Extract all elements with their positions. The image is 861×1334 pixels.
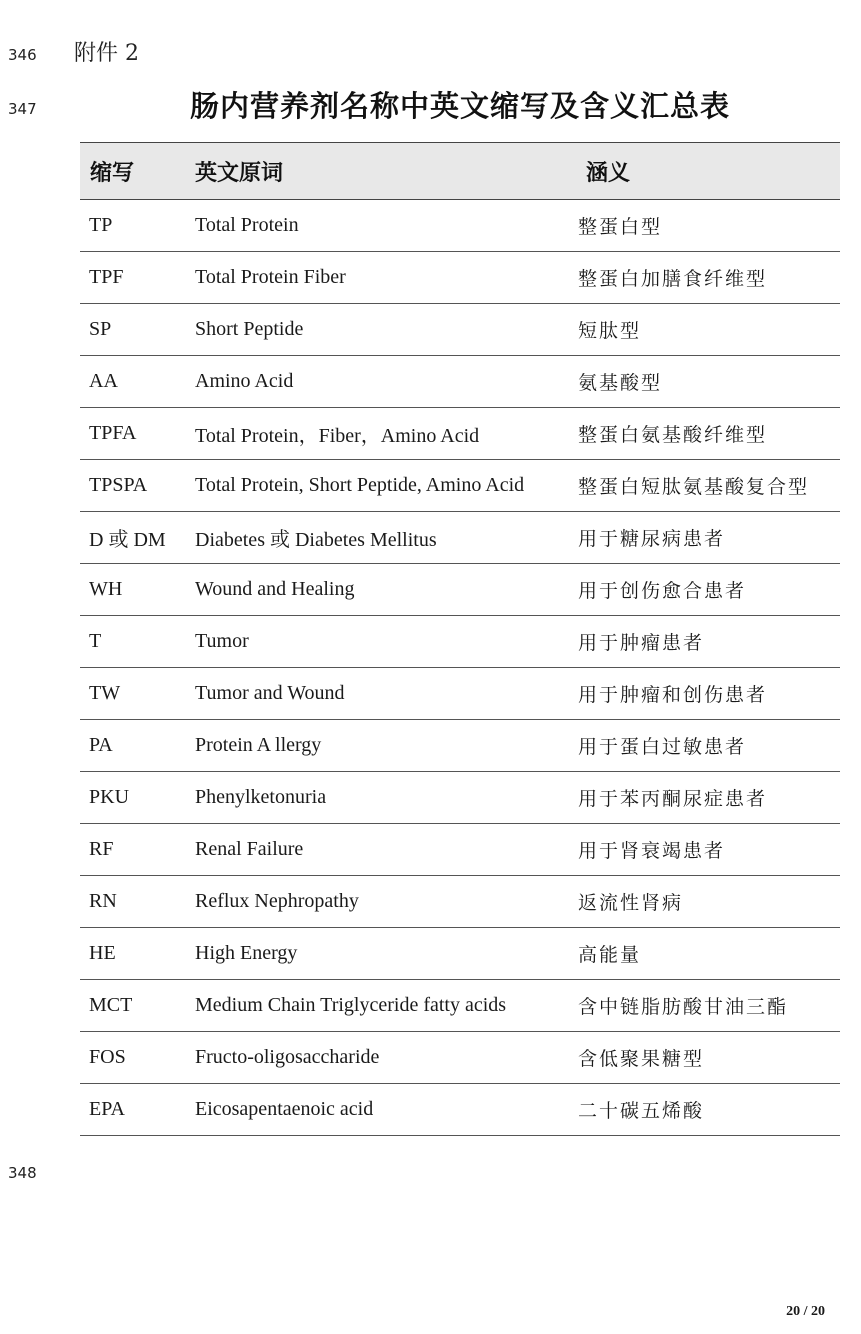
cell-english: Diabetes 或 Diabetes Mellitus bbox=[184, 512, 576, 564]
cell-meaning: 高能量 bbox=[576, 928, 840, 980]
cell-abbr: TPF bbox=[80, 252, 184, 304]
table-row bbox=[80, 772, 840, 824]
table-row bbox=[80, 564, 840, 616]
cell-abbr: T bbox=[80, 616, 184, 668]
cell-meaning: 用于苯丙酮尿症患者 bbox=[576, 772, 840, 824]
line-number-346: 346 bbox=[8, 46, 37, 64]
cell-meaning: 氨基酸型 bbox=[576, 356, 840, 408]
table-row bbox=[80, 460, 840, 512]
table-row bbox=[80, 876, 840, 928]
cell-meaning: 用于肾衰竭患者 bbox=[576, 824, 840, 876]
cell-abbr: TP bbox=[80, 200, 184, 252]
cell-abbr: EPA bbox=[80, 1084, 184, 1136]
cell-meaning: 整蛋白短肽氨基酸复合型 bbox=[576, 460, 840, 512]
table-header-row bbox=[80, 143, 840, 200]
cell-english: Wound and Healing bbox=[184, 564, 576, 616]
cell-abbr: FOS bbox=[80, 1032, 184, 1084]
header-abbr: 缩写 bbox=[80, 143, 184, 200]
cell-abbr: AA bbox=[80, 356, 184, 408]
cell-meaning: 用于创伤愈合患者 bbox=[576, 564, 840, 616]
cell-english: Renal Failure bbox=[184, 824, 576, 876]
cell-english: Total Protein，Fiber，Amino Acid bbox=[184, 408, 576, 460]
cell-english: Total Protein bbox=[184, 200, 576, 252]
cell-abbr: SP bbox=[80, 304, 184, 356]
table-row bbox=[80, 980, 840, 1032]
cell-english: High Energy bbox=[184, 928, 576, 980]
table-row bbox=[80, 824, 840, 876]
cell-english: Medium Chain Triglyceride fatty acids bbox=[184, 980, 576, 1032]
table-row bbox=[80, 720, 840, 772]
table-row bbox=[80, 408, 840, 460]
table-row bbox=[80, 512, 840, 564]
cell-english: Short Peptide bbox=[184, 304, 576, 356]
cell-english: Fructo-oligosaccharide bbox=[184, 1032, 576, 1084]
cell-meaning: 用于蛋白过敏患者 bbox=[576, 720, 840, 772]
cell-abbr: TPSPA bbox=[80, 460, 184, 512]
cell-english: Total Protein, Short Peptide, Amino Acid bbox=[184, 460, 576, 512]
cell-english: Amino Acid bbox=[184, 356, 576, 408]
cell-meaning: 用于糖尿病患者 bbox=[576, 512, 840, 564]
cell-abbr: WH bbox=[80, 564, 184, 616]
table-row bbox=[80, 1032, 840, 1084]
table-row bbox=[80, 928, 840, 980]
cell-meaning: 整蛋白氨基酸纤维型 bbox=[576, 408, 840, 460]
cell-meaning: 整蛋白型 bbox=[576, 200, 840, 252]
cell-abbr: PKU bbox=[80, 772, 184, 824]
cell-abbr: D 或 DM bbox=[80, 512, 184, 564]
attachment-label: 附件 2 bbox=[74, 41, 139, 66]
cell-meaning: 二十碳五烯酸 bbox=[576, 1084, 840, 1136]
table-row bbox=[80, 356, 840, 408]
line-number-347: 347 bbox=[8, 100, 37, 118]
cell-english: Total Protein Fiber bbox=[184, 252, 576, 304]
table-row bbox=[80, 200, 840, 252]
cell-meaning: 用于肿瘤和创伤患者 bbox=[576, 668, 840, 720]
cell-english: Tumor bbox=[184, 616, 576, 668]
cell-meaning: 用于肿瘤患者 bbox=[576, 616, 840, 668]
cell-english: Tumor and Wound bbox=[184, 668, 576, 720]
header-meaning: 涵义 bbox=[576, 143, 840, 200]
cell-abbr: MCT bbox=[80, 980, 184, 1032]
line-number-348: 348 bbox=[8, 1164, 37, 1182]
cell-abbr: TW bbox=[80, 668, 184, 720]
cell-abbr: PA bbox=[80, 720, 184, 772]
table-row bbox=[80, 1084, 840, 1136]
cell-meaning: 整蛋白加膳食纤维型 bbox=[576, 252, 840, 304]
table-row bbox=[80, 668, 840, 720]
cell-abbr: HE bbox=[80, 928, 184, 980]
header-english: 英文原词 bbox=[184, 143, 576, 200]
cell-meaning: 返流性肾病 bbox=[576, 876, 840, 928]
cell-abbr: RN bbox=[80, 876, 184, 928]
table-row bbox=[80, 616, 840, 668]
abbreviation-table bbox=[80, 142, 840, 1136]
cell-meaning: 含低聚果糖型 bbox=[576, 1032, 840, 1084]
cell-meaning: 短肽型 bbox=[576, 304, 840, 356]
cell-english: Protein A llergy bbox=[184, 720, 576, 772]
cell-english: Reflux Nephropathy bbox=[184, 876, 576, 928]
page-title: 肠内营养剂名称中英文缩写及含义汇总表 bbox=[189, 89, 730, 123]
cell-meaning: 含中链脂肪酸甘油三酯 bbox=[576, 980, 840, 1032]
table-row bbox=[80, 304, 840, 356]
table-row bbox=[80, 252, 840, 304]
cell-english: Phenylketonuria bbox=[184, 772, 576, 824]
cell-english: Eicosapentaenoic acid bbox=[184, 1084, 576, 1136]
page-number: 20 / 20 bbox=[786, 1304, 825, 1319]
cell-abbr: RF bbox=[80, 824, 184, 876]
cell-abbr: TPFA bbox=[80, 408, 184, 460]
